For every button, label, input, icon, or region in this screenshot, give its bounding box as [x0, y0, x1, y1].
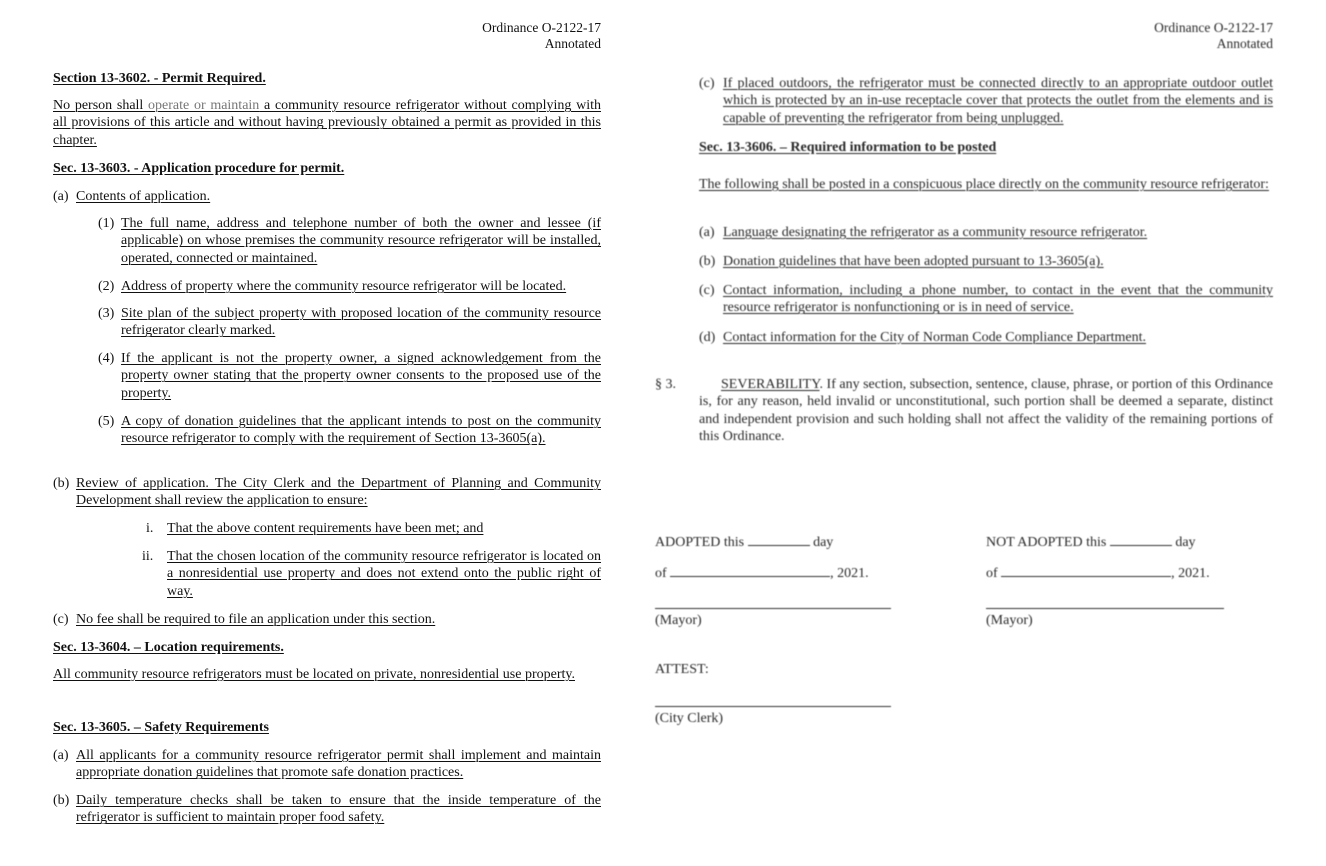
list-item: Donation guidelines that have been adopted pursuant to 13-3605(a).: [723, 254, 1104, 269]
day-label: day: [1175, 535, 1196, 550]
page-header: [482, 20, 601, 52]
section-3604-text: All community resource refrigerators must be located on private, nonresidential use property.: [53, 667, 575, 682]
adopted-line: [655, 534, 833, 551]
item-label: (1): [98, 216, 115, 231]
day-blank: [1110, 545, 1172, 546]
signature-line: [986, 608, 1224, 609]
list-item: Language designating the refrigerator as a community resource refrigerator.: [723, 225, 1148, 240]
left-page: [0, 0, 655, 866]
list-item: That the above content requirements have been met; and: [167, 521, 484, 536]
list-item: The full name, address and telephone number of both the owner and lessee (if applicable) on whose premises the community resource refrigerator will be installed, operated, connected or maintained.: [121, 216, 601, 266]
date-blank: [670, 576, 830, 577]
ordinance-number: Ordinance O-2122-17: [482, 20, 601, 35]
review-paragraph: Review of application. The City Clerk and the Department of Planning and Community Development shall review the application to ensure:: [76, 476, 601, 509]
severability-paragraph: [699, 376, 1273, 446]
of-label: of: [986, 566, 998, 581]
list-item: Site plan of the subject property with proposed location of the community resource refrigerator clearly marked.: [121, 306, 601, 339]
item-label: ii.: [142, 549, 154, 564]
grey-text-span: operate or maintain: [148, 98, 260, 113]
list-item: Address of property where the community resource refrigerator will be located.: [121, 279, 567, 294]
contents-heading: Contents of application.: [76, 189, 211, 204]
adopted-label: ADOPTED this: [655, 535, 745, 550]
severability-text: . If any section, subsection, sentence, clause, phrase, or portion of this Ordinance is, for any reason, held invalid or unconstitutional, such portion shall be deemed a separate, distinct and independent provision and such holding shall not affect the validity of the remaining portions of this Ordinance.: [699, 377, 1273, 445]
no-fee-text: No fee shall be required to file an application under this section.: [76, 612, 436, 627]
section-mark: § 3.: [655, 377, 676, 392]
item-label: (4): [98, 351, 115, 366]
right-page: [655, 0, 1326, 866]
adopted-of-line: [655, 565, 869, 582]
day-label: day: [813, 535, 834, 550]
item-label: (3): [98, 306, 115, 321]
section-3605-heading: Sec. 13-3605. – Safety Requirements: [53, 720, 269, 735]
day-blank: [748, 545, 810, 546]
mayor-label: (Mayor): [655, 613, 702, 628]
item-label: (c): [53, 612, 69, 627]
section-3606-intro: The following shall be posted in a conspicuous place directly on the community resource refrigerator:: [699, 177, 1269, 192]
item-label: (c): [699, 76, 715, 91]
item-label: (c): [699, 283, 715, 298]
list-item: If the applicant is not the property owner, a signed acknowledgement from the property owner stating that the property owner consents to the proposed use of the property.: [121, 351, 601, 401]
signature-line: [655, 706, 891, 707]
item-label: i.: [146, 521, 154, 536]
clerk-label: (City Clerk): [655, 711, 724, 726]
ordinance-number: Ordinance O-2122-17: [1154, 20, 1273, 35]
date-blank: [1001, 576, 1171, 577]
annotated-label: Annotated: [1216, 36, 1273, 51]
item-label: (b): [699, 254, 716, 269]
item-label: (a): [53, 189, 69, 204]
item-label: (5): [98, 414, 115, 429]
item-label: (a): [699, 225, 715, 240]
signature-line: [655, 608, 891, 609]
list-item: Contact information for the City of Norman Code Compliance Department.: [723, 330, 1147, 345]
page-header: [1154, 20, 1273, 52]
not-adopted-line: [986, 534, 1196, 551]
section-3602-heading: Section 13-3602. - Permit Required.: [53, 71, 266, 86]
section-3606-heading: Sec. 13-3606. – Required information to be posted: [699, 140, 997, 155]
list-item: That the chosen location of the community resource refrigerator is located on a nonresidential use property and does not extend onto the public right of way.: [167, 549, 601, 599]
list-item: A copy of donation guidelines that the applicant intends to post on the community resource refrigerator to comply with the requirement of Section 13-3605(a).: [121, 414, 601, 447]
text-span: a community resource refrigerator without complying with all provisions of this article and without having previously obtained a permit as provided in this chapter.: [53, 98, 601, 148]
item-label: (2): [98, 279, 115, 294]
section-3602-text: [53, 97, 601, 149]
text-span: No person shall: [53, 98, 149, 113]
year-label: , 2021.: [1171, 566, 1210, 581]
section-3604-heading: Sec. 13-3604. – Location requirements.: [53, 640, 284, 655]
list-item: All applicants for a community resource refrigerator permit shall implement and maintain appropriate donation guidelines that promote safe donation practices.: [76, 748, 601, 781]
of-label: of: [655, 566, 667, 581]
item-label: (b): [53, 476, 70, 491]
item-label: (a): [53, 748, 69, 763]
list-item: Daily temperature checks shall be taken to ensure that the inside temperature of the refrigerator is sufficient to maintain proper food safety.: [76, 793, 601, 826]
item-label: (b): [53, 793, 70, 808]
not-adopted-of-line: [986, 565, 1210, 582]
item-label: (d): [699, 330, 716, 345]
section-3603-heading: Sec. 13-3603. - Application procedure for permit.: [53, 161, 345, 176]
year-label: , 2021.: [830, 566, 869, 581]
not-adopted-label: NOT ADOPTED this: [986, 535, 1107, 550]
list-item: Contact information, including a phone number, to contact in the event that the community resource refrigerator is nonfunctioning or is in need of service.: [723, 283, 1273, 316]
mayor-label: (Mayor): [986, 613, 1033, 628]
severability-title: SEVERABILITY: [721, 377, 820, 392]
attest-label: ATTEST:: [655, 662, 709, 677]
outdoor-outlet-text: If placed outdoors, the refrigerator must be connected directly to an appropriate outdoor outlet which is protected by an in-use receptacle cover that protects the outlet from the elements and is capable of preventing the refrigerator from being unplugged.: [723, 76, 1273, 126]
annotated-label: Annotated: [544, 36, 601, 51]
